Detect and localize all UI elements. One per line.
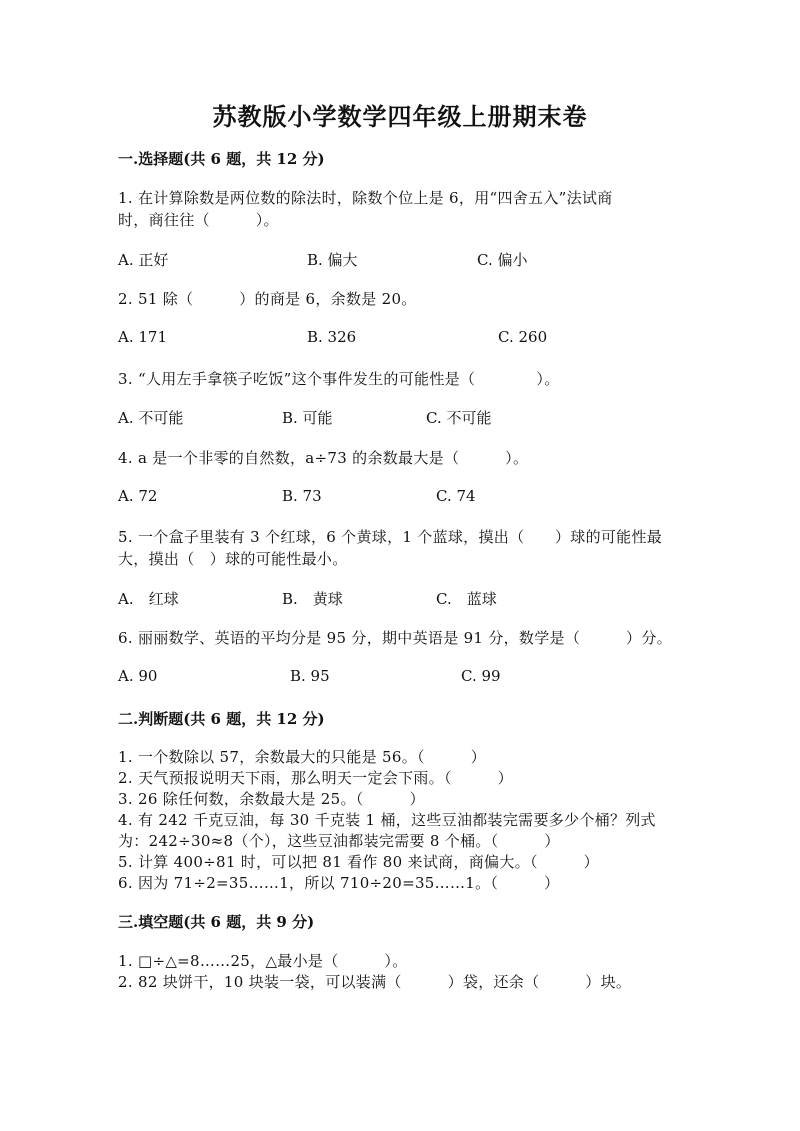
question-text: 1. 在计算除数是两位数的除法时，除数个位上是 6，用“四舍五入”法试商 bbox=[118, 189, 613, 207]
option-b: B. 偏大 bbox=[307, 251, 358, 269]
judgement-line: 3. 26 除任何数，余数最大是 25。（ ） bbox=[118, 790, 425, 808]
judgement-line: 为：242÷30≈8（个），这些豆油都装完需要 8 个桶。（ ） bbox=[118, 832, 560, 850]
option-c: C. 260 bbox=[498, 328, 548, 346]
judgement-line: 5. 计算 400÷81 时，可以把 81 看作 80 来试商，商偏大。（ ） bbox=[118, 853, 599, 871]
option-c: C. 99 bbox=[461, 667, 501, 685]
question-text: 5. 一个盒子里装有 3 个红球，6 个黄球，1 个蓝球，摸出（ ）球的可能性最 bbox=[118, 528, 663, 546]
option-a: A. 红球 bbox=[118, 590, 179, 608]
section-heading-judgement: 二.判断题(共 6 题，共 12 分) bbox=[118, 710, 325, 728]
option-b: B. 326 bbox=[307, 328, 357, 346]
judgement-line: 4. 有 242 千克豆油，每 30 千克装 1 桶，这些豆油都装完需要多少个桶？列式 bbox=[118, 811, 656, 829]
section-heading-choice: 一.选择题(共 6 题，共 12 分) bbox=[118, 150, 325, 168]
judgement-line: 6. 因为 71÷2=35……1，所以 710÷20=35……1。（ ） bbox=[118, 874, 560, 892]
page-title: 苏教版小学数学四年级上册期末卷 bbox=[212, 102, 588, 131]
option-a: A. 171 bbox=[118, 328, 167, 346]
fill-line: 1. □÷△=8……25，△最小是（ ）。 bbox=[118, 952, 408, 970]
option-c: C. 偏小 bbox=[477, 251, 528, 269]
question-text: 时，商往往（ ）。 bbox=[118, 211, 279, 229]
option-b: B. 可能 bbox=[282, 409, 333, 427]
question-text: 3. “人用左手拿筷子吃饭”这个事件发生的可能性是（ ）。 bbox=[118, 370, 560, 388]
judgement-line: 2. 天气预报说明天下雨，那么明天一定会下雨。（ ） bbox=[118, 769, 513, 787]
fill-line: 2. 82 块饼干，10 块装一袋，可以装满（ ）袋，还余（ ）块。 bbox=[118, 973, 632, 991]
option-c: C. 不可能 bbox=[426, 409, 492, 427]
option-b: B. 73 bbox=[282, 487, 322, 505]
option-b: B. 黄球 bbox=[282, 590, 343, 608]
question-text: 4. a 是一个非零的自然数，a÷73 的余数最大是（ ）。 bbox=[118, 449, 529, 467]
option-a: A. 72 bbox=[118, 487, 158, 505]
judgement-line: 1. 一个数除以 57，余数最大的只能是 56。（ ） bbox=[118, 748, 486, 766]
question-text: 大，摸出（ ）球的可能性最小。 bbox=[118, 550, 348, 568]
option-c: C. 74 bbox=[436, 487, 476, 505]
option-b: B. 95 bbox=[290, 667, 330, 685]
option-a: A. 不可能 bbox=[118, 409, 184, 427]
section-heading-fill: 三.填空题(共 6 题，共 9 分) bbox=[118, 913, 315, 931]
option-a: A. 90 bbox=[118, 667, 158, 685]
option-c: C. 蓝球 bbox=[436, 590, 497, 608]
question-text: 6. 丽丽数学、英语的平均分是 95 分，期中英语是 91 分，数学是（ ）分。 bbox=[118, 629, 672, 647]
option-a: A. 正好 bbox=[118, 251, 169, 269]
question-text: 2. 51 除（ ）的商是 6，余数是 20。 bbox=[118, 290, 417, 308]
